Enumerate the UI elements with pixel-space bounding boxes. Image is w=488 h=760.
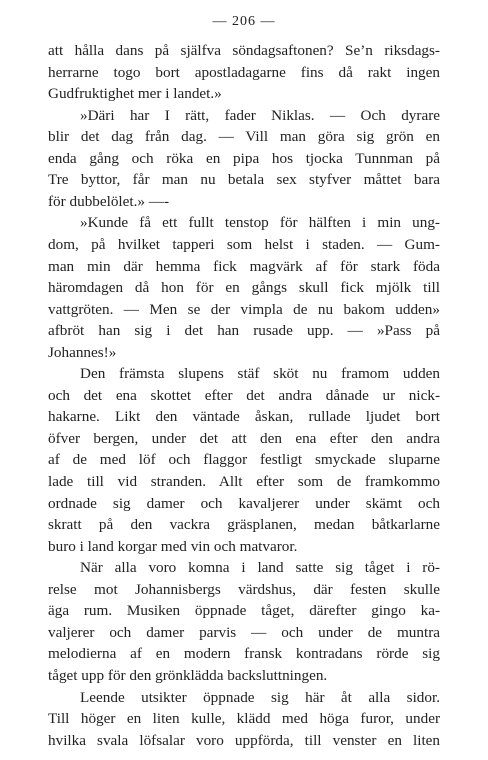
text-line: man min där hemma fick magvärk af för stark föda [48, 257, 440, 275]
text-line: vattgröten. — Men se der vimpla de nu bakom udden» [48, 300, 440, 318]
text-line: hvilka svala löfsalar voro uppförda, till venster en liten [48, 731, 440, 749]
text-line: melodierna af en modern fransk kontradans rörde sig [48, 645, 440, 663]
text-line: »Kunde få ett fullt tenstop för hälften i min ung- [80, 214, 440, 232]
text-line: enda gång och röka en pipa hos tjocka Tunnman på [48, 149, 440, 167]
text-line: »Däri har I rätt, fader Niklas. — Och dyrare [80, 106, 440, 124]
text-line: blir det dag från dag. — Vill man göra sig grön en [48, 128, 440, 146]
text-line: att hålla dans på själfva söndagsaftonen? Se’n riksdags- [48, 42, 440, 59]
text-line: öfver bergen, under det att den ena efter den andra [48, 429, 440, 447]
text-line: dom, på hvilket tapperi som helst i staden. — Gum- [48, 235, 440, 253]
text-line: Till höger en liten kulle, klädd med höga furor, under [48, 710, 440, 728]
text-line: relse mot Johannisbergs värdshus, där festen skulle [48, 580, 440, 598]
text-line: Johannes!» [48, 343, 117, 361]
text-line: buro i land korgar med vin och matvaror. [48, 537, 298, 555]
text-line: hakarne. Likt den väntade åskan, rullade ljudet bort [48, 408, 440, 426]
text-line: häromdagen då hon för en gångs skull fick mjölk till [48, 279, 440, 297]
text-line: Tre byttor, får man nu betala sex styfver måttet bara [48, 171, 440, 189]
text-line: ordnade sig damer och kavaljerer under skämt och [48, 494, 440, 512]
text-line: Gudfruktighet mer i landet.» [48, 85, 222, 103]
text-line: afbröt han sig i det han rusade upp. — »Pass på [48, 322, 440, 340]
text-line: valjerer och damer parvis — och under de muntra [48, 623, 440, 641]
text-line: Leende utsikter öppnade sig här åt alla sidor. [80, 688, 440, 706]
page-number-header: — 206 — [212, 14, 276, 29]
text-line: och det ena skottet efter det andra dånade ur nick- [48, 386, 440, 404]
text-line: lade till vid stranden. Allt efter som de framkommo [48, 473, 440, 490]
text-line: tåget upp för den grönklädda backsluttningen. [48, 666, 328, 684]
text-line: skratt på den vackra gräsplanen, medan båtkarlarne [48, 516, 440, 534]
text-line: af de med löf och flaggor festligt smyckade sluparne [48, 451, 440, 469]
text-line: herrarne togo bort apostladagarne fins då rakt ingen [48, 63, 440, 81]
text-line: äga rum. Musiken öppnade tåget, därefter gingo ka- [48, 602, 440, 620]
text-line: för dubbelölet.» —- [48, 192, 170, 210]
text-line: Den främsta slupens stäf sköt nu framom udden [80, 365, 440, 383]
text-line: När alla voro komna i land satte sig tåget i rö- [80, 559, 440, 577]
